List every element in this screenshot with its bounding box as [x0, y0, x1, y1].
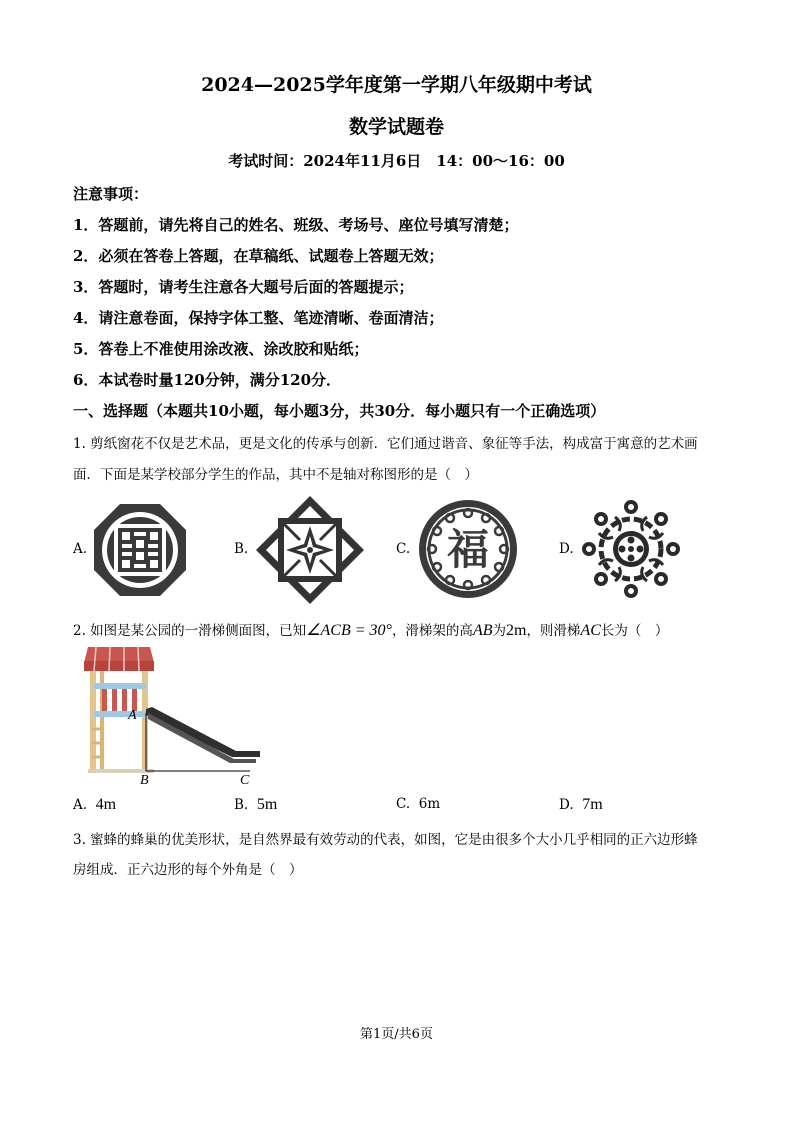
q2-angle: ∠ACB = 30° [306, 622, 392, 639]
page-number: 第1页/共6页 [360, 1027, 433, 1042]
octagon-lattice-icon [92, 502, 188, 598]
q2-option-a [73, 796, 116, 814]
q2-option-label: C. [396, 796, 411, 812]
diamond-star-icon [254, 494, 366, 606]
q2-text-part: 长为（ ） [600, 623, 669, 639]
q2-option-b [234, 796, 277, 814]
q2-option-value: 6m [418, 796, 441, 812]
question-2-text [73, 619, 668, 640]
q2-option-value: 7m [582, 796, 603, 813]
q2-option-label: D. [559, 797, 574, 813]
question-1-line2: 面．下面是某学校部分学生的作品，其中不是轴对称图形的是（ ） [73, 467, 478, 483]
exam-time: 考试时间：2024年11月6日 14：00～16：00 [228, 152, 565, 170]
q2-text-part: 2. 如图是某公园的一滑梯侧面图，已知 [73, 623, 307, 639]
fu-char: 福 [446, 525, 490, 574]
notice-item: 5．答卷上不准使用涂改液、涂改胶和贴纸； [73, 340, 369, 358]
q2-option-value: 4m [95, 796, 117, 813]
q1-option-a-label: A. [73, 541, 88, 557]
section-heading: 一、选择题（本题共10小题，每小题3分，共30分．每小题只有一个正确选项） [73, 402, 606, 420]
q2-option-value: 5m [256, 796, 278, 813]
q2-text-part: 为 [492, 623, 506, 639]
question-3-line1: 3. 蜜蜂的蜂巢的优美形状，是自然界最有效劳动的代表，如图，它是由很多个大小几乎相同的正六边形蜂 [73, 832, 698, 848]
question-1-line1: 1. 剪纸窗花不仅是艺术品，更是文化的传承与创新．它们通过谐音、象征等手法，构成富于寓意的艺术画 [73, 436, 698, 452]
q2-option-d [559, 796, 603, 814]
figure-label-c: C [240, 773, 250, 788]
q2-text-part: ，则滑梯 [526, 623, 581, 639]
q2-option-c [396, 796, 440, 812]
question-3-line2: 房组成．正六边形的每个外角是（ ） [73, 862, 303, 878]
q2-height: 2m [505, 622, 527, 639]
exam-title: 2024—2025学年度第一学期八年级期中考试 [201, 74, 592, 96]
fu-character-icon [417, 498, 519, 600]
q2-option-label: A. [73, 797, 88, 813]
figure-label-a: A [128, 708, 137, 723]
notice-item: 6．本试卷时量120分钟，满分120分． [73, 371, 342, 389]
notice-item: 3．答题时，请考生注意各大题号后面的答题提示； [73, 278, 414, 296]
q1-option-d-label: D. [559, 541, 574, 557]
notice-heading: 注意事项： [73, 185, 149, 203]
slide-figure [80, 643, 270, 788]
q2-text-part: ，滑梯架的高 [391, 623, 473, 639]
notice-item: 1．答题前，请先将自己的姓名、班级、考场号、座位号填写清楚； [73, 216, 519, 234]
q1-option-c-label: C. [396, 541, 411, 557]
q1-option-b-label: B. [234, 541, 249, 557]
q2-ab: AB [472, 622, 493, 639]
q2-option-label: B. [234, 797, 249, 813]
q2-ac: AC [580, 622, 601, 639]
floral-mandala-icon [579, 497, 683, 601]
notice-item: 4．请注意卷面，保持字体工整、笔迹清晰、卷面清洁； [73, 309, 444, 327]
notice-item: 2．必须在答卷上答题，在草稿纸、试题卷上答题无效； [73, 247, 444, 265]
figure-label-b: B [140, 773, 149, 788]
exam-subtitle: 数学试题卷 [348, 116, 444, 138]
